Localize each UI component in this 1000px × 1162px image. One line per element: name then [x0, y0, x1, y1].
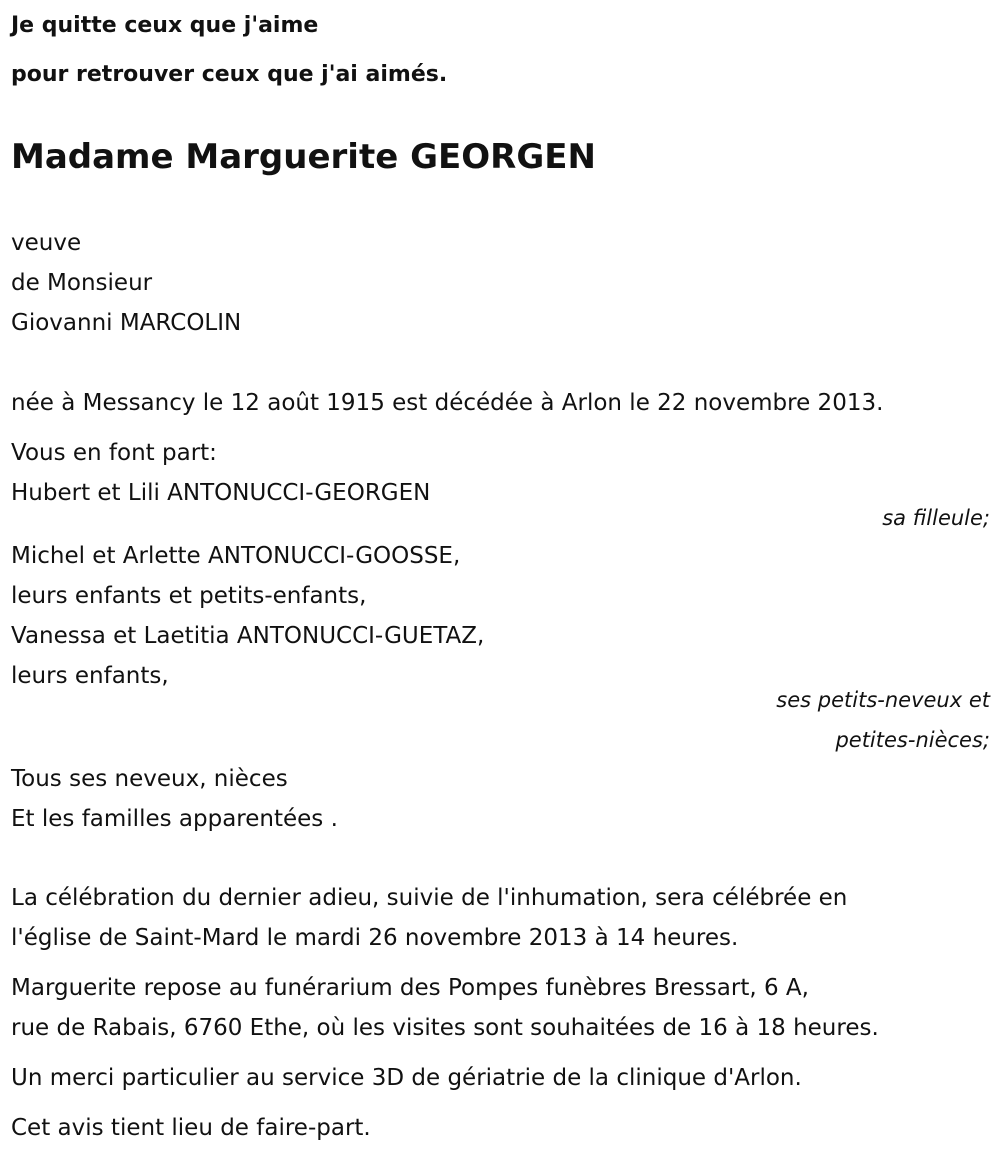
family-line: leurs enfants,: [11, 663, 169, 689]
family-relation-note: sa filleule;: [882, 506, 990, 530]
family-line: Hubert et Lili ANTONUCCI-GEORGEN: [11, 480, 431, 506]
family-line: Tous ses neveux, nièces: [11, 766, 288, 792]
announcement-intro: Vous en font part:: [11, 440, 217, 466]
spouse-line-1: veuve: [11, 230, 82, 256]
family-line: Vanessa et Laetitia ANTONUCCI-GUETAZ,: [11, 623, 485, 649]
epigraph-line-1: Je quitte ceux que j'aime: [11, 13, 319, 38]
spouse-line-2: de Monsieur: [11, 270, 153, 296]
funeral-home-line-1: Marguerite repose au funérarium des Pompes funèbres Bressart, 6 A,: [11, 975, 809, 1001]
family-line: Et les familles apparentées .: [11, 806, 338, 832]
family-relation-note: petites-nièces;: [835, 728, 990, 752]
ceremony-line-2: l'église de Saint-Mard le mardi 26 novembre 2013 à 14 heures.: [11, 925, 739, 951]
birth-death-line: née à Messancy le 12 août 1915 est décédée à Arlon le 22 novembre 2013.: [11, 390, 884, 416]
thanks-line: Un merci particulier au service 3D de gériatrie de la clinique d'Arlon.: [11, 1065, 802, 1091]
ceremony-line-1: La célébration du dernier adieu, suivie de l'inhumation, sera célébrée en: [11, 885, 848, 911]
family-relation-note: ses petits-neveux et: [776, 688, 990, 712]
deceased-name: Madame Marguerite GEORGEN: [11, 137, 596, 177]
funeral-home-line-2: rue de Rabais, 6760 Ethe, où les visites sont souhaitées de 16 à 18 heures.: [11, 1015, 879, 1041]
spouse-line-3: Giovanni MARCOLIN: [11, 310, 242, 336]
family-line: Michel et Arlette ANTONUCCI-GOOSSE,: [11, 543, 461, 569]
closing-line: Cet avis tient lieu de faire-part.: [11, 1115, 371, 1141]
epigraph-line-2: pour retrouver ceux que j'ai aimés.: [11, 62, 448, 87]
family-line: leurs enfants et petits-enfants,: [11, 583, 367, 609]
